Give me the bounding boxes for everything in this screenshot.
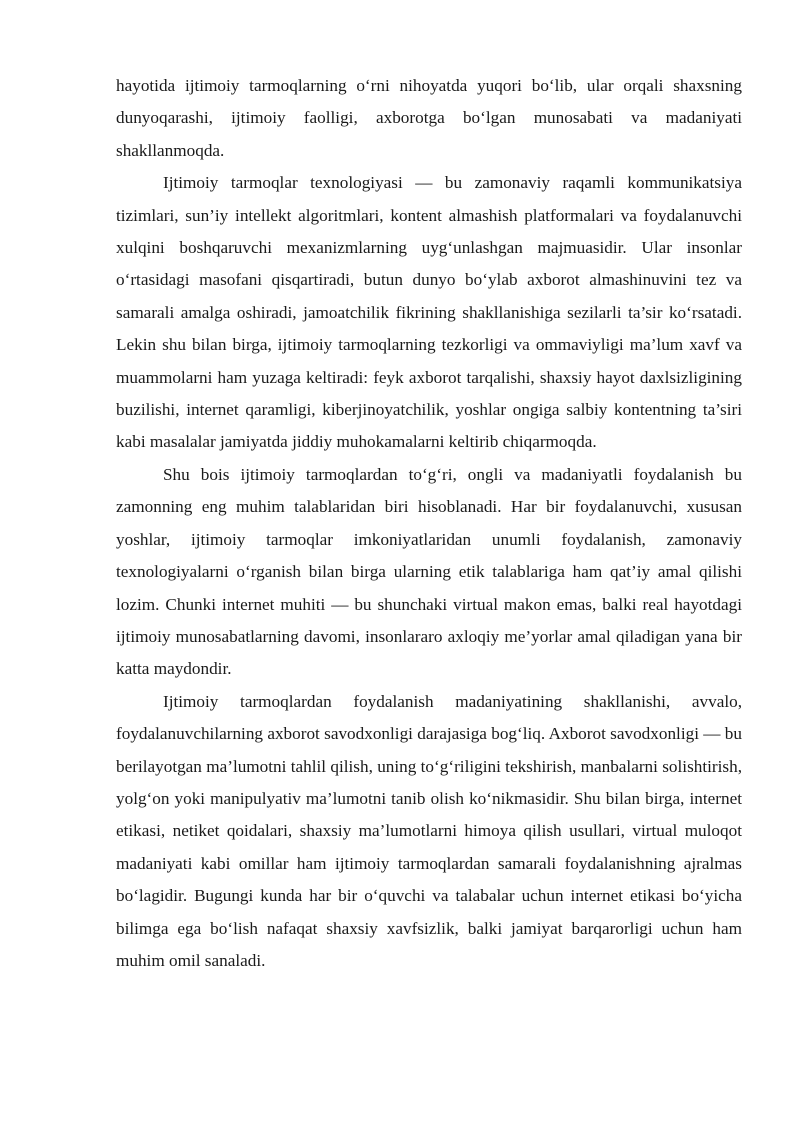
- paragraph-continuation: hayotida ijtimoiy tarmoqlarning o‘rni nihoyatda yuqori bo‘lib, ular orqali shaxsning dunyoqarashi, ijtimoiy faolligi, axborotga bo‘lgan munosabati va madaniyati shakllanmoqda.: [116, 76, 742, 160]
- document-page: [116, 70, 742, 977]
- paragraph-social-network-technology: Ijtimoiy tarmoqlar texnologiyasi — bu zamonaviy raqamli kommunikatsiya tizimlari, sun’iy intellekt algoritmlari, kontent almashish platformalari va foydalanuvchi xulqini boshqaruvchi mexanizmlarning uyg‘unlashgan majmuasidir. Ular insonlar o‘rtasidagi masofani qisqartiradi, butun dunyo bo‘ylab axborot almashinuvini tez va samarali amalga oshiradi, jamoatchilik fikrining shakllanishiga sezilarli ta’sir ko‘rsatadi. Lekin shu bilan birga, ijtimoiy tarmoqlarning tezkorligi va ommaviyligi ma’lum xavf va muammolarni ham yuzaga keltiradi: feyk axborot tarqalishi, shaxsiy hayot daxlsizligining buzilishi, internet qaramligi, kiberjinoyatchilik, yoshlar ongiga salbiy kontentning ta’siri kabi masalalar jamiyatda jiddiy muhokamalarni keltirib chiqarmoqda.: [116, 173, 742, 452]
- paragraph-conscious-usage: Shu bois ijtimoiy tarmoqlardan to‘g‘ri, ongli va madaniyatli foydalanish bu zamonning eng muhim talablaridan biri hisoblanadi. Har bir foydalanuvchi, xususan yoshlar, ijtimoiy tarmoqlar imkoniyatlaridan unumli foydalanish, zamonaviy texnologiyalarni o‘rganish bilan birga ularning etik talablariga ham qat’iy amal qilishi lozim. Chunki internet muhiti — bu shunchaki virtual makon emas, balki real hayotdagi ijtimoiy munosabatlarning davomi, insonlararo axloqiy me’yorlar amal qiladigan yana bir katta maydondir.: [116, 464, 742, 679]
- paragraph-information-literacy: Ijtimoiy tarmoqlardan foydalanish madaniyatining shakllanishi, avvalo, foydalanuvchilarning axborot savodxonligi darajasiga bog‘liq. Axborot savodxonligi — bu berilayotgan ma’lumotni tahlil qilish, uning to‘g‘riligini tekshirish, manbalarni solishtirish, yolg‘on yoki manipulyativ ma’lumotni tanib olish ko‘nikmasidir. Shu bilan birga, internet etikasi, netiket qoidalari, shaxsiy ma’lumotlarni himoya qilish usullari, virtual muloqot madaniyati kabi omillar ham ijtimoiy tarmoqlardan samarali foydalanishning ajralmas bo‘lagidir. Bugungi kunda har bir o‘quvchi va talabalar uchun internet etikasi bo‘yicha bilimga ega bo‘lish nafaqat shaxsiy xavfsizlik, balki jamiyat barqarorligi uchun ham muhim omil sanaladi.: [116, 691, 742, 970]
